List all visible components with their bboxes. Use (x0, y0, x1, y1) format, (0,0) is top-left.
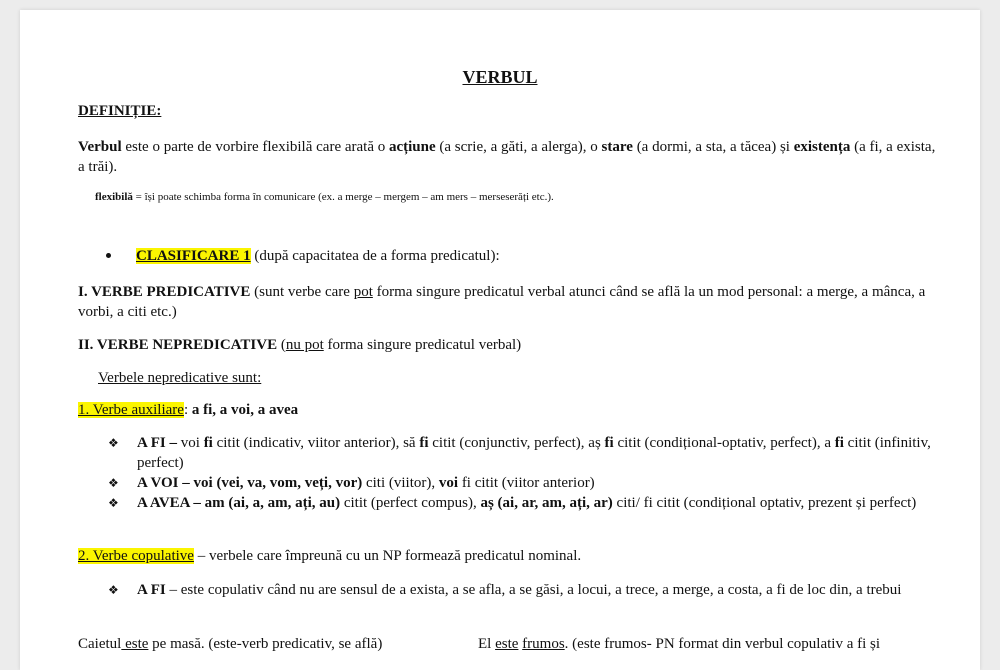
copulativ-afi-item: A FI – este copulativ când nu are sensul de a exista, a se afla, a se găsi, a locui, a trece, a merge, a costa, a fi de loc din, a trebui (137, 582, 902, 598)
example-caietul: Caietul este pe masă. (este-verb predicativ, se află) (78, 636, 383, 652)
clasificare-line: CLASIFICARE 1 (după capacitatea de a forma predicatul): (136, 248, 500, 264)
diamond-bullet-icon: ❖ (108, 583, 119, 597)
example-el-este-frumos: El este frumos. (este frumos- PN format din verbul copulativ a fi și (478, 636, 881, 652)
verbe-predicative-paragraph: I. VERBE PREDICATIVE (sunt verbe care pot forma singure predicatul verbal atunci când se află la un mod personal: a merge, a mânca, a vorbi, a citi etc.) (78, 284, 926, 320)
verbe-nepredicative-line: II. VERBE NEPREDICATIVE (nu pot forma singure predicatul verbal) (78, 337, 522, 353)
definition-paragraph: Verbul este o parte de vorbire flexibilă care arată o acțiune (a scrie, a găti, a alerga), o stare (a dormi, a sta, a tăcea) și existența (a fi, a exista, a trăi). (78, 139, 936, 175)
diamond-bullet-icon: ❖ (108, 436, 119, 450)
aux-avoi-item: A VOI – voi (vei, va, vom, veți, vor) citi (viitor), voi fi citit (viitor anterior) (137, 475, 595, 491)
aux-afi-item: A FI – voi fi citit (indicativ, viitor anterior), să fi citit (conjunctiv, perfect), aș fi citit (condițional-optativ, perfect), a fi citit (infinitiv, perfect) (137, 435, 931, 471)
diamond-bullet-icon: ❖ (108, 496, 119, 510)
page-title: VERBUL (462, 67, 538, 87)
definition-heading: DEFINIȚIE: (78, 103, 162, 119)
verbe-auxiliare-line: 1. Verbe auxiliare: a fi, a voi, a avea (78, 402, 299, 418)
diamond-bullet-icon: ❖ (108, 476, 119, 490)
nepredicative-sunt-line: Verbele nepredicative sunt: (98, 370, 262, 386)
verbe-copulative-line: 2. Verbe copulative – verbele care împreună cu un NP formează predicatul nominal. (78, 548, 582, 564)
flexibil-note: flexibilă = își poate schimba forma în comunicare (ex. a merge – mergem – am mers – merseserăți etc.). (95, 191, 554, 203)
aux-aavea-item: A AVEA – am (ai, a, am, ați, au) citit (perfect compus), aș (ai, ar, am, ați, ar) citi/ fi citit (condițional optativ, prezent și perfect) (137, 495, 917, 511)
document-page (20, 10, 980, 670)
bullet-dot-icon (106, 253, 111, 258)
